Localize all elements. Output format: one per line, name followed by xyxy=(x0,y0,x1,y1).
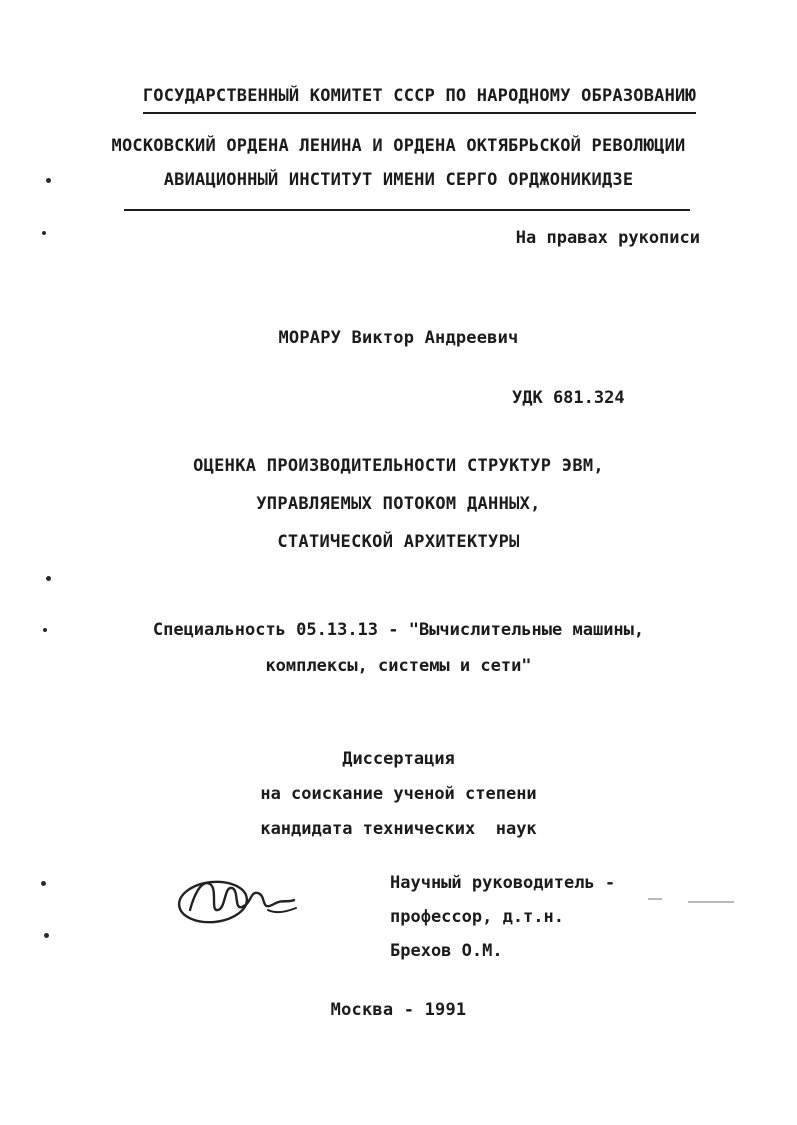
scan-speck xyxy=(42,231,46,235)
specialty-line1: Специальность 05.13.13 - "Вычислительные машины, xyxy=(152,620,645,640)
signature-scribble-icon xyxy=(168,858,303,938)
institute-name-line2: АВИАЦИОННЫЙ ИНСТИТУТ ИМЕНИ СЕРГО ОРДЖОНИКИДЗЕ xyxy=(163,170,634,190)
degree-line3: кандидата технических наук xyxy=(260,819,537,839)
committee-heading-text: ГОСУДАРСТВЕННЫЙ КОМИТЕТ СССР ПО НАРОДНОМУ ОБРАЗОВАНИЮ xyxy=(143,86,696,114)
scan-speck xyxy=(41,881,46,886)
scan-mark xyxy=(688,901,734,903)
dissertation-title-line1: ОЦЕНКА ПРОИЗВОДИТЕЛЬНОСТИ СТРУКТУР ЭВМ, xyxy=(193,456,604,476)
author-name: МОРАРУ Виктор Андреевич xyxy=(278,328,519,348)
manuscript-rights-note: На правах рукописи xyxy=(515,228,700,248)
scan-speck xyxy=(44,933,49,938)
dissertation-title-line3: СТАТИЧЕСКОЙ АРХИТЕКТУРЫ xyxy=(277,532,520,552)
degree-statement xyxy=(0,742,797,847)
scan-speck xyxy=(46,576,51,581)
degree-line2: на соискание ученой степени xyxy=(260,784,537,804)
specialty-line2: комплексы, системы и сети" xyxy=(265,656,532,676)
advisor-line3: Брехов О.М. xyxy=(390,941,503,961)
udc-code: УДК 681.324 xyxy=(512,388,625,408)
scan-mark xyxy=(648,898,662,900)
degree-line1: Диссертация xyxy=(342,749,455,769)
scan-speck xyxy=(46,178,51,183)
advisor-block xyxy=(390,866,615,968)
scan-speck xyxy=(43,628,47,632)
dissertation-title xyxy=(0,447,797,561)
header-divider-rule xyxy=(124,209,690,211)
dissertation-title-line2: УПРАВЛЯЕМЫХ ПОТОКОМ ДАННЫХ, xyxy=(256,494,541,514)
city-year: Москва - 1991 xyxy=(330,1000,467,1020)
specialty-block xyxy=(0,612,797,684)
committee-heading xyxy=(0,66,797,134)
advisor-line1: Научный руководитель - xyxy=(390,873,616,893)
advisor-line2: профессор, д.т.н. xyxy=(390,907,564,927)
institute-name-line1: МОСКОВСКИЙ ОРДЕНА ЛЕНИНА И ОРДЕНА ОКТЯБРЬСКОЙ РЕВОЛЮЦИИ xyxy=(111,136,686,156)
